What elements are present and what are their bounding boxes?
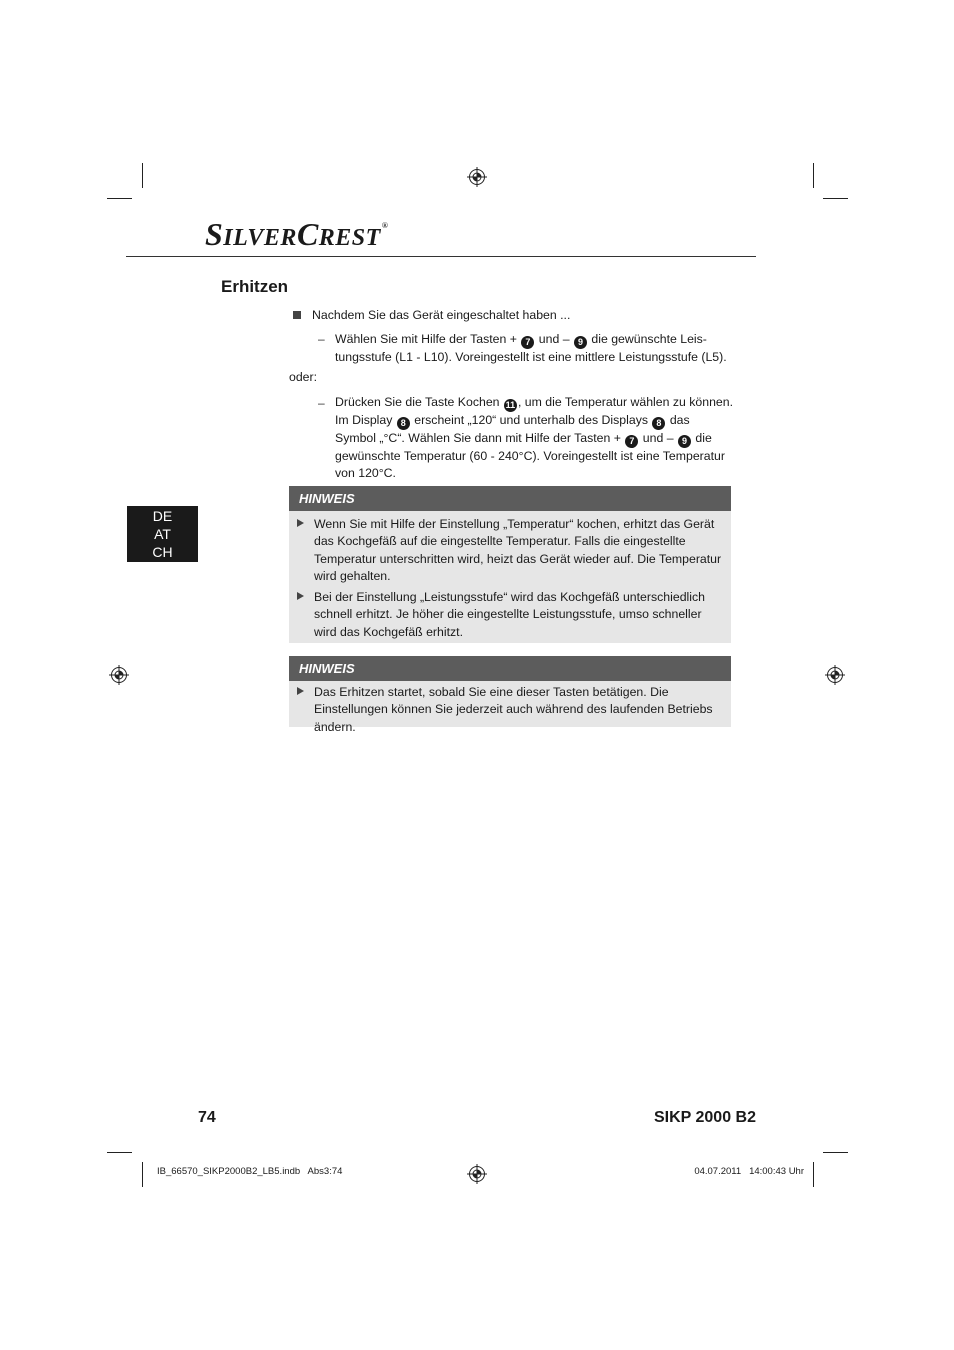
brand-logo: SILVERCREST® [205,216,389,252]
button-number-badge: 8 [652,417,665,430]
arrow-bullet-icon [297,519,304,527]
arrow-bullet-icon [297,592,304,600]
crop-mark [813,1162,814,1187]
button-number-badge: 9 [574,336,587,349]
note-body [289,511,731,641]
language-code: AT [154,526,171,542]
note-box [289,486,731,643]
step1-text [335,331,735,366]
note-box [289,656,731,734]
language-tab [127,506,198,562]
step2-line4: gewünschte Temperatur (60 - 240°C). Voreingestellt ist eine Temperatur [335,449,725,463]
note-item: Bei der Einstellung „Leistungsstufe“ wird das Kochgefäß unterschiedlich schnell erhitzt. Je höher die eingestellte Leistungsstufe, umso schneller wird das Kochgefäß erhitzt. [289,589,731,641]
registration-mark-icon [109,665,129,685]
step2-text [335,394,740,483]
dash-bullet: – [318,396,325,410]
registration-mark-icon [825,665,845,685]
step2-line5: von 120°C. [335,466,396,481]
dash-bullet: – [318,332,325,346]
print-slug-file: IB_66570_SIKP2000B2_LB5.indb Abs3:74 [157,1166,343,1177]
page-number: 74 [198,1109,216,1126]
language-code: DE [152,508,173,524]
intro-text: Nachdem Sie das Gerät eingeschaltet haben ... [312,308,571,322]
step1-line1: Wählen Sie mit Hilfe der Tasten + 7 und – 9 die gewünschte Leis- [335,332,707,347]
oder-label: oder: [289,370,318,384]
registration-mark-icon [467,1164,487,1184]
section-title: Erhitzen [221,277,289,296]
crop-mark [823,1152,848,1153]
crop-mark [823,198,848,199]
step2-line3: Symbol „°C“. Wählen Sie dann mit Hilfe der Tasten + 7 und – 9 die [335,431,712,446]
crop-mark [142,163,143,188]
print-slug-date: 04.07.2011 14:00:43 Uhr [694,1166,804,1177]
crop-mark [142,1162,143,1187]
crop-mark [107,198,132,199]
step2-line1: Drücken Sie die Taste Kochen 11 , um die Temperatur wählen zu können. [335,395,734,410]
step1-line2: tungsstufe (L1 - L10). Voreingestellt ist eine mittlere Leistungsstufe (L5). [335,350,727,364]
button-number-badge: 11 [505,400,516,410]
arrow-bullet-icon [297,687,304,695]
model-name: SIKP 2000 B2 [654,1109,756,1126]
button-number-badge: 7 [625,435,638,448]
step2-line2: Im Display 8 erscheint „120“ und unterhalb des Displays 8 das [335,413,690,428]
crop-mark [107,1152,132,1153]
note-body [289,681,731,736]
header-rule [126,256,756,257]
language-code: CH [152,544,173,560]
note-item: Wenn Sie mit Hilfe der Einstellung „Temperatur“ kochen, erhitzt das Gerät das Kochgefäß auf die eingestellte Temperatur. Falls die eingestellte Temperatur unterschritten wird, heizt das Gerät wieder auf. Die Temperatur wird gehalten. [289,516,731,585]
square-bullet-icon [293,311,301,319]
note-heading: HINWEIS [289,656,731,681]
button-number-badge: 9 [678,435,691,448]
button-number-badge: 7 [521,336,534,349]
button-number-badge: 8 [397,417,410,430]
crop-mark [813,163,814,188]
note-heading: HINWEIS [289,486,731,511]
note-item: Das Erhitzen startet, sobald Sie eine dieser Tasten betätigen. Die Einstellungen können Sie jederzeit auch während des laufenden Betriebs ändern. [289,684,731,736]
registration-mark-icon [467,167,487,187]
